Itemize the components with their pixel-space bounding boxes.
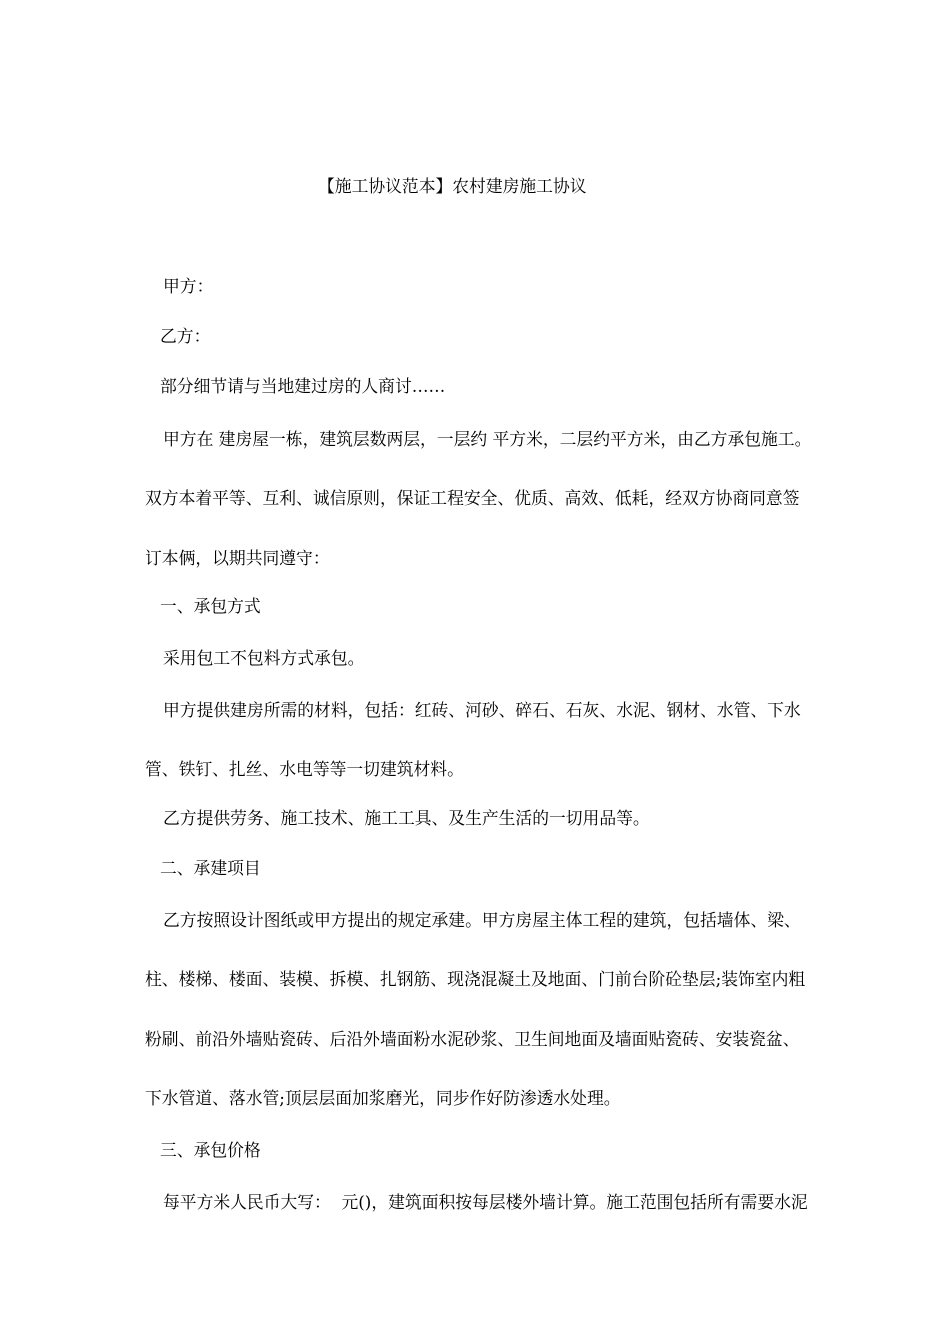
paragraph-line: 下水管道、落水管;顶层层面加浆磨光，同步作好防渗透水处理。 — [145, 1088, 621, 1108]
section-heading: 一、承包方式 — [160, 596, 261, 616]
paragraph-line: 乙方按照设计图纸或甲方提出的规定承建。甲方房屋主体工程的建筑，包括墙体、梁、 — [163, 910, 801, 930]
paragraph-line: 双方本着平等、互利、诚信原则，保证工程安全、优质、高效、低耗，经双方协商同意签 — [145, 488, 800, 508]
paragraph-line: 甲方提供建房所需的材料，包括：红砖、河砂、碎石、石灰、水泥、钢材、水管、下水 — [163, 700, 801, 720]
paragraph-line: 管、铁钉、扎丝、水电等等一切建筑材料。 — [145, 759, 464, 779]
paragraph-line: 粉刷、前沿外墙贴瓷砖、后沿外墙面粉水泥砂浆、卫生间地面及墙面贴瓷砖、安装瓷盆、 — [145, 1029, 800, 1049]
paragraph-line: 订本俩，以期共同遵守： — [145, 548, 330, 568]
note-line: 部分细节请与当地建过房的人商讨…… — [160, 376, 446, 396]
party-a-line: 甲方： — [163, 276, 214, 296]
paragraph-line: 每平方米人民币大写： 元()，建筑面积按每层楼外墙计算。施工范围包括所有需要水泥 — [163, 1192, 808, 1212]
paragraph-line: 柱、楼梯、楼面、装模、拆模、扎钢筋、现浇混凝土及地面、门前台阶砼垫层;装饰室内粗 — [145, 969, 806, 989]
section-heading: 三、承包价格 — [160, 1140, 261, 1160]
party-b-line: 乙方： — [160, 326, 211, 346]
paragraph-line: 甲方在 建房屋一栋，建筑层数两层，一层约 平方米，二层约平方米，由乙方承包施工。 — [163, 429, 812, 449]
document-title: 【施工协议范本】农村建房施工协议 — [318, 176, 587, 196]
paragraph-line: 采用包工不包料方式承包。 — [163, 648, 365, 668]
paragraph-line: 乙方提供劳务、施工技术、施工工具、及生产生活的一切用品等。 — [163, 808, 650, 828]
section-heading: 二、承建项目 — [160, 858, 261, 878]
